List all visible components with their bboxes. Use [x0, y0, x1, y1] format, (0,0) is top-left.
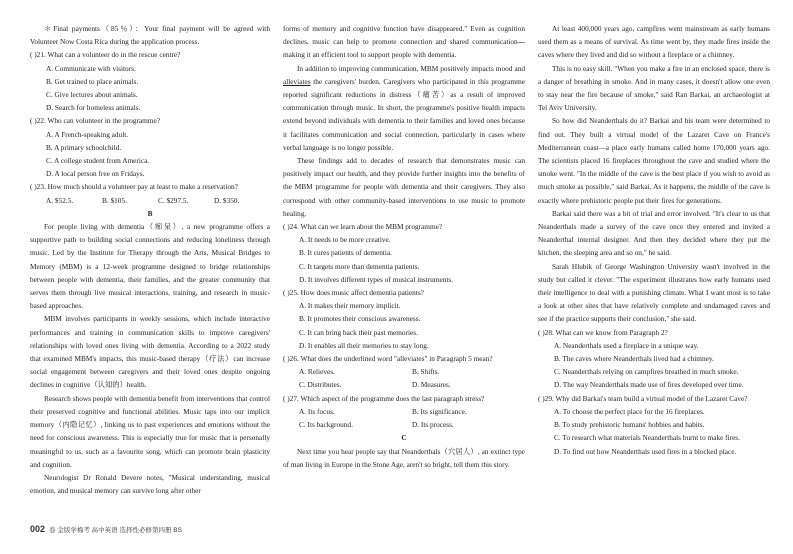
- page-footer: [30, 524, 182, 534]
- paragraph: These findings add to decades of research that demonstrates music can positively impact our health, and they provide further insights into the benefits of the MBM programme for people with dementia and their caregivers. They also correspond with other community-based interventions to use music to promote healing.: [283, 156, 525, 218]
- page-number: 002: [30, 524, 46, 534]
- paragraph: For people living with dementia（痴呆）, a new programme offers a supportive path to building social connections and reducing loneliness through music. Led by the Institute for Therapy through the Arts, Musical Bridges to Memory (MBM) is a 12-week programme designed to bridge relationships between people with dementia, their families, and the greater community that serves them through live musical interactions, training, and research in music-based approaches.: [30, 222, 270, 311]
- option: B. Its significance.: [412, 406, 467, 416]
- option: A. $52.5.: [46, 195, 74, 205]
- paragraph: This is no easy skill. "When you make a fire in an enclosed space, there is a danger of breathing in smoke. And in many cases, it doesn't allow one even to stay near the fire because of smoke," said Ran Barkai, an archaeologist at Tel Aviv University.: [538, 63, 770, 113]
- paragraph: Neurologist Dr Ronald Devere notes, "Musical understanding, musical emotion, and musical memory can survive long after other: [30, 472, 270, 496]
- option: C. Its background.: [299, 420, 353, 430]
- paragraph: Next time you hear people say that Neanderthals（穴居人）, an extinct type of man living in Europe in the Stone Age, aren't so bright, tell them this story.: [283, 446, 525, 469]
- option-row: [283, 405, 525, 418]
- question-stem: ( )28. What can we know from Paragraph 2?: [538, 327, 668, 337]
- paragraph: Barkai said there was a bit of trial and error involved. "It's clear to us that Neanderthals made a survey of the cave once they entered and invited a Neanderthal internal designer. And then they decided where they put the kitchen, the sleeping area and so on," he said.: [538, 208, 770, 258]
- paragraph: At least 400,000 years ago, campfires went mainstream as early humans used them as a means of survival. As time went by, they made fires inside the caves where they lived and did so without a fireplace or a chimney.: [538, 24, 770, 60]
- option: C. A college student from America.: [46, 156, 150, 166]
- option: A. Neanderthals used a fireplace in a unique way.: [554, 340, 699, 350]
- option: D. Its process.: [412, 420, 454, 430]
- option-row: [283, 365, 525, 378]
- question-stem: ( )26. What does the underlined word "alleviates" in Paragraph 5 mean?: [283, 354, 493, 364]
- option: B. It cures patients of dementia.: [299, 248, 393, 258]
- option: B. To study prehistoric humans' hobbies and habits.: [554, 420, 705, 430]
- option: B. Shifts.: [412, 367, 440, 377]
- question-stem: ( )24. What can we learn about the MBM programme?: [283, 222, 443, 232]
- option: C. It targets more than dementia patients.: [299, 261, 420, 271]
- option: A. A French-speaking adult.: [46, 129, 129, 139]
- option: C. Give lectures about animals.: [46, 90, 138, 100]
- option: D. It involves different types of musical instruments.: [299, 274, 454, 284]
- column-right: [538, 22, 770, 458]
- option: D. To find out how Neanderthals used fires in a blocked place.: [554, 446, 737, 456]
- option: B. The caves where Neanderthals lived had a chimney.: [554, 354, 714, 364]
- option: A. It needs to be more creative.: [299, 235, 391, 245]
- question-stem: ( )29. Why did Barkai's team build a virtual model of the Lazaret Cave?: [538, 393, 748, 403]
- option: A. It makes their memory implicit.: [299, 301, 401, 311]
- footer-text: 卷 金版学梅考 高中英语 选择性必修第四册 BS: [49, 527, 182, 534]
- option: A. To choose the perfect place for the 16 fireplaces.: [554, 406, 705, 416]
- option: B. A primary schoolchild.: [46, 142, 122, 152]
- paragraph: ＊Final payments（85％）：Your final payment will be agreed with Volunteer Now Costa Rica during the application process.: [30, 24, 270, 47]
- option-row: [30, 194, 270, 207]
- question-stem: ( )21. What can a volunteer do in the rescue centre?: [30, 50, 181, 60]
- option: D. Measures.: [412, 380, 451, 390]
- option: D. The way Neanderthals made use of fires developed over time.: [554, 380, 744, 390]
- option: C. It can bring back their past memories.: [299, 327, 418, 337]
- option: D. A local person free on Fridays.: [46, 169, 145, 179]
- option: A. Communicate with visitors.: [46, 63, 136, 73]
- paragraph: forms of memory and cognitive function have disappeared." Even as cognition declines, music can help to promote connection and shared communication—making it an efficient tool to support people with dementia.: [283, 24, 525, 60]
- option: C. Distributes.: [299, 380, 342, 390]
- paragraph: Research shows people with dementia benefit from interventions that control their preserved cognitive and functional abilities. Music taps into our implicit memory（内隐记忆）, linking us to past experiences and emotions without the need for conscious awareness. This is especially true for music that is personally meaningful to us, such as a favourite song, which can promote brain plasticity and cognition.: [30, 393, 270, 469]
- question-stem: ( )23. How much should a volunteer pay at least to make a reservation?: [30, 182, 238, 192]
- paragraph: MBM involves participants in weekly sessions, which include interactive performances and training in communication skills to improve caregivers' relationships with loved ones living with dementia. According to a 2022 study that examined MBM's impacts, this music-based therapy（疗法）can increase social engagement between caregivers and their loved ones despite ongoing declines in cognitive（认知的）health.: [30, 314, 270, 390]
- section-heading: C: [401, 433, 407, 443]
- paragraph: In addition to improving communication, MBM positively impacts mood and alleviates the caregivers' burden. Caregivers who participated in this programme reported significant reductions in distress（痛苦）as a result of improved communication through music. In short, the programme's positive health impacts extend beyond individuals with dementia to their families and loved ones because it facilitates communication and social connection, particularly in cases where verbal language is no longer possible.: [283, 63, 525, 152]
- option-row: [283, 418, 525, 431]
- paragraph: So how did Neanderthals do it? Barkai and his team were determined to find out. They built a virtual model of the Lazaret Cave on France's Mediterranean coast—a place early humans called home 170,000 years ago. The scientists placed 16 fireplaces throughout the cave and studied where the smoke went. "In the middle of the cave is the best place if you wish to avoid as much smoke as possible," said Barkai. As it happens, the middle of the cave is exactly where prehistoric people put their fires for generations.: [538, 116, 770, 205]
- option: D. Search for homeless animals.: [46, 103, 141, 113]
- paragraph: Sarah Hlubik of George Washington University wasn't involved in the study but called it clever. "The experiment illustrates how early humans used their intelligence to deal with a punishing climate. What I want most is to take a look at other sites that have relatively complete and undamaged caves and see if the practice supports their conclusion," she said.: [538, 261, 770, 324]
- question-stem: ( )25. How does music affect dementia patients?: [283, 288, 424, 298]
- column-left: [30, 22, 270, 497]
- option-row: [283, 378, 525, 391]
- option: B. Get trained to place animals.: [46, 76, 139, 86]
- column-middle: [283, 22, 525, 471]
- option: C. To research what materials Neanderthals burnt to make fires.: [554, 433, 740, 443]
- underlined-word: alleviates: [283, 76, 311, 86]
- option: C. Neanderthals relying on campfires breathed in much smoke.: [554, 367, 739, 377]
- section-heading: B: [147, 208, 153, 218]
- question-stem: ( )22. Who can volunteer in the programme?: [30, 116, 160, 126]
- option: D. It enables all their memories to stay long.: [299, 340, 429, 350]
- question-stem: ( )27. Which aspect of the programme does the last paragraph stress?: [283, 393, 485, 403]
- option: B. It promotes their conscious awareness.: [299, 314, 421, 324]
- option: B. $105.: [102, 195, 127, 205]
- option: A. Relieves.: [299, 367, 335, 377]
- option: A. Its focus.: [299, 406, 335, 416]
- option: C. $297.5.: [158, 195, 189, 205]
- option: D. $350.: [214, 195, 240, 205]
